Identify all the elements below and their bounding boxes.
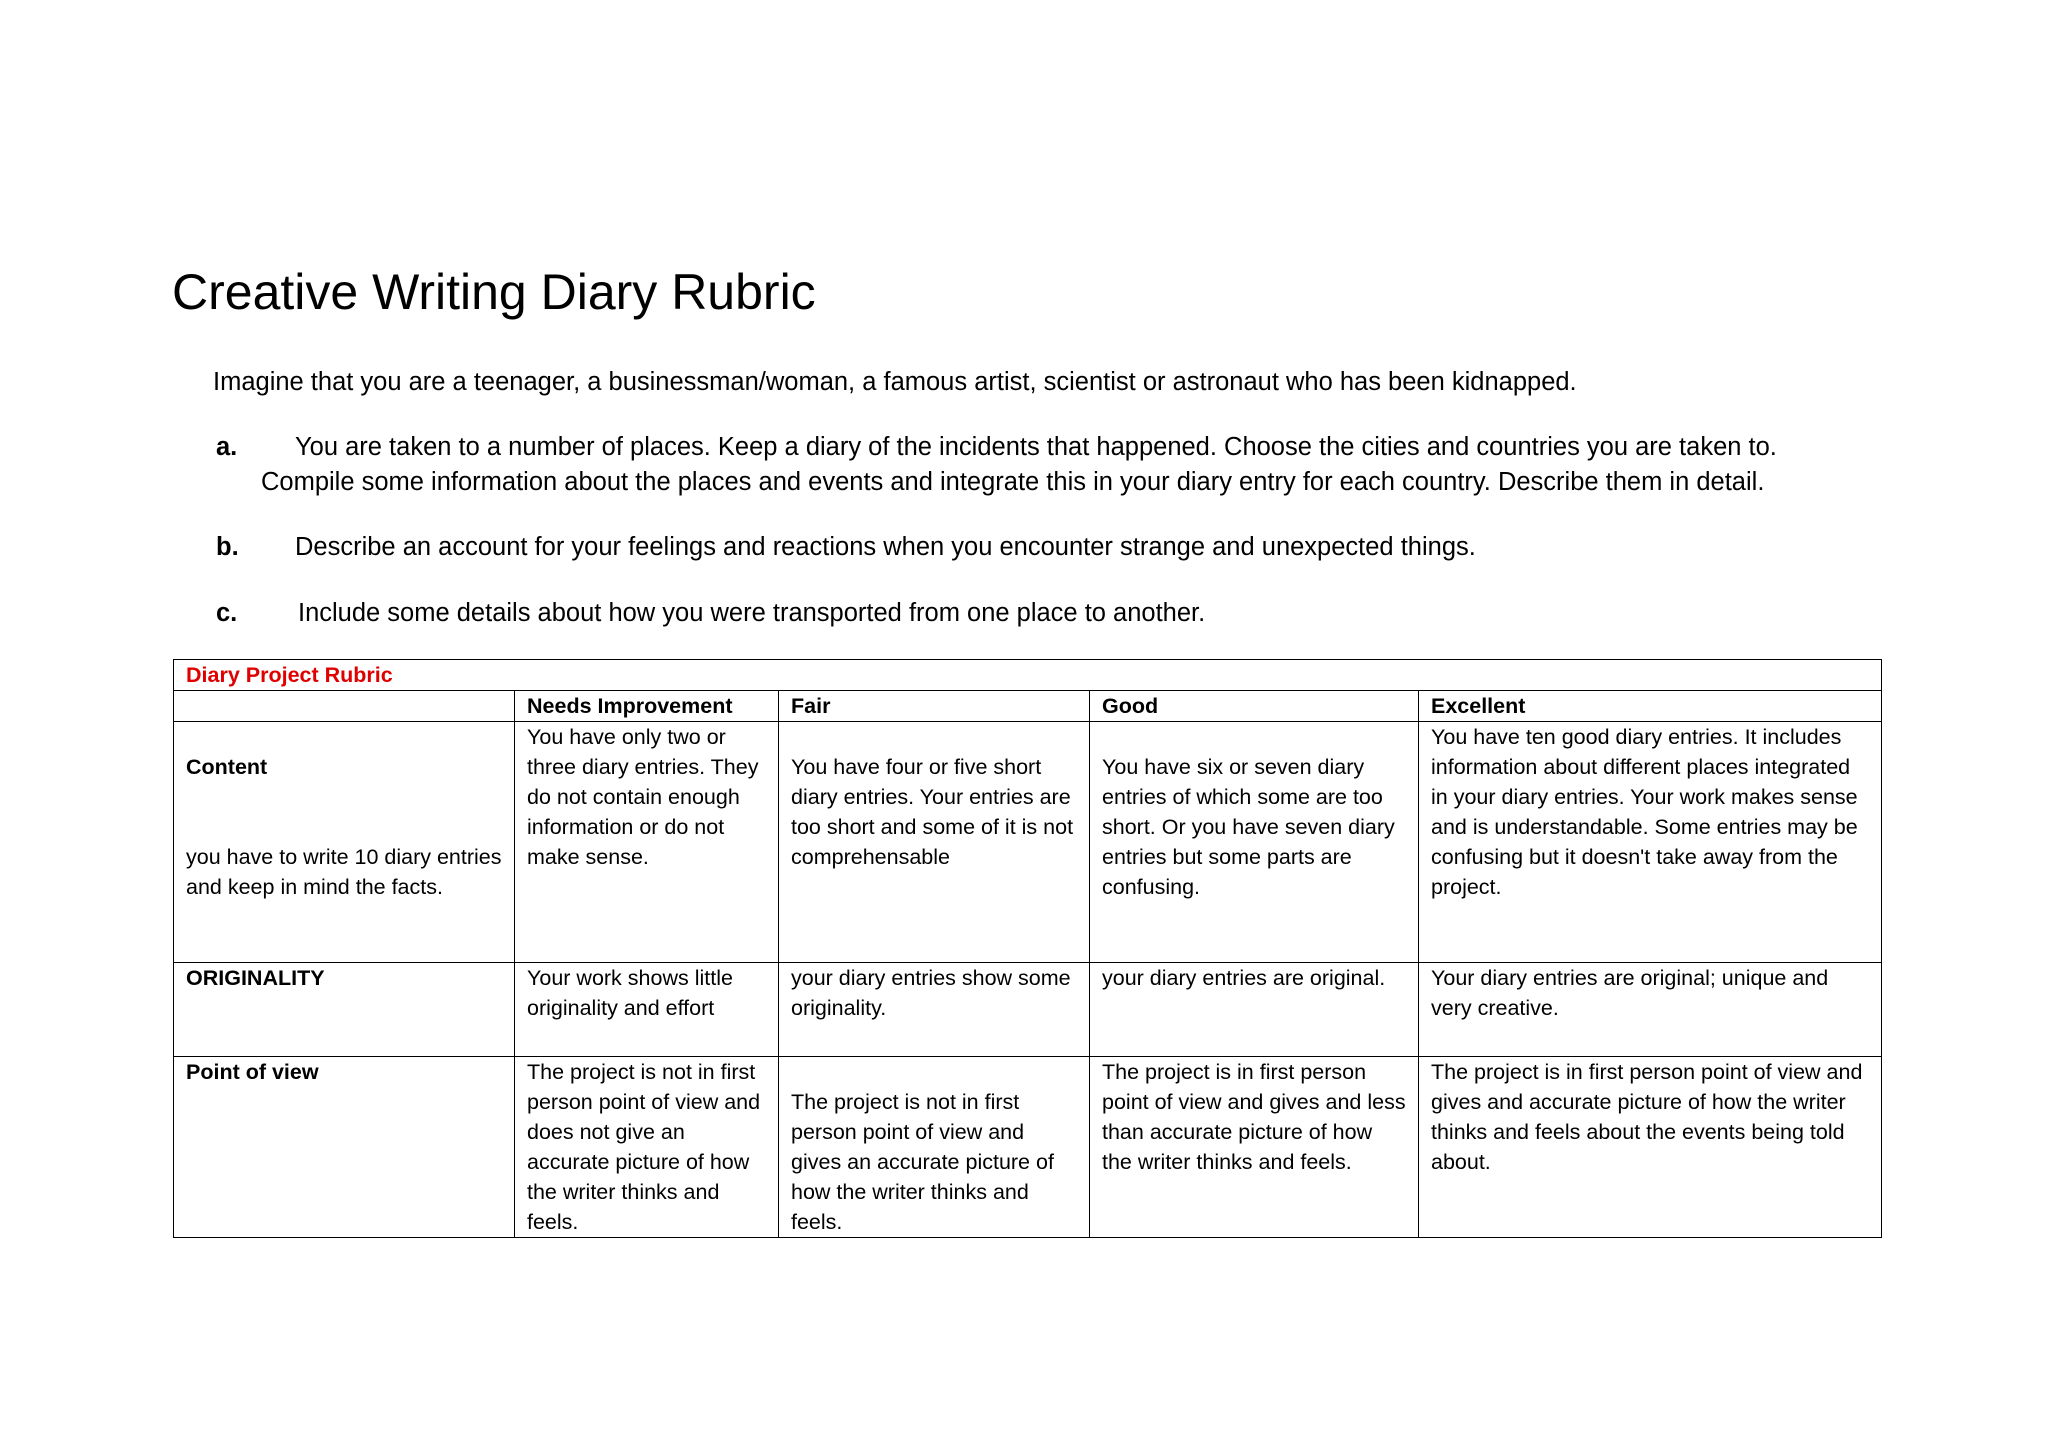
rubric-cell-fair: your diary entries show some originality. xyxy=(779,963,1090,1057)
task-text-a-line1: You are taken to a number of places. Keep a diary of the incidents that happened. Choose the cities and countries you are taken to. xyxy=(295,433,1777,461)
rubric-header-row xyxy=(174,691,1882,722)
criterion-name: ORIGINALITY xyxy=(186,966,325,990)
table-row xyxy=(174,722,1882,963)
task-text-b: Describe an account for your feelings and reactions when you encounter strange and unexpected things. xyxy=(295,533,1476,561)
header-cell-needs-improvement: Needs Improvement xyxy=(515,691,779,722)
rubric-cell-fair xyxy=(779,722,1090,963)
criterion-name: Content xyxy=(186,755,268,779)
rubric-cell-text: You have six or seven diary entries of which some are too short. Or you have seven diary entries but some parts are confusing. xyxy=(1102,755,1395,899)
criterion-cell-point-of-view xyxy=(174,1057,515,1238)
intro-paragraph: Imagine that you are a teenager, a businessman/woman, a famous artist, scientist or astronaut who has been kidnapped. xyxy=(213,368,1577,396)
rubric-cell-excellent: The project is in first person point of view and gives and accurate picture of how the writer thinks and feels about the events being told about. xyxy=(1419,1057,1882,1238)
table-row xyxy=(174,1057,1882,1238)
header-cell-criterion xyxy=(174,691,515,722)
criterion-name: Point of view xyxy=(186,1060,319,1084)
task-marker-c: c. xyxy=(216,599,238,627)
page-title: Creative Writing Diary Rubric xyxy=(172,264,816,320)
rubric-table xyxy=(173,659,1882,1238)
rubric-cell-good: The project is in first person point of view and gives and less than accurate picture of how the writer thinks and feels. xyxy=(1090,1057,1419,1238)
rubric-cell-text: The project is not in first person point of view and gives an accurate picture of how the writer thinks and feels. xyxy=(791,1090,1054,1234)
rubric-caption: Diary Project Rubric xyxy=(174,660,1882,691)
rubric-cell-text: You have four or five short diary entries. Your entries are too short and some of it is not comprehensable xyxy=(791,755,1074,869)
header-cell-good: Good xyxy=(1090,691,1419,722)
table-row xyxy=(174,963,1882,1057)
criterion-cell-originality xyxy=(174,963,515,1057)
criterion-note: you have to write 10 diary entries and keep in mind the facts. xyxy=(186,845,502,899)
task-text-c: Include some details about how you were transported from one place to another. xyxy=(298,599,1206,627)
rubric-cell-needs-improvement: Your work shows little originality and effort xyxy=(515,963,779,1057)
rubric-cell-good xyxy=(1090,722,1419,963)
criterion-cell-content xyxy=(174,722,515,963)
rubric-cell-fair xyxy=(779,1057,1090,1238)
rubric-cell-excellent: You have ten good diary entries. It includes information about different places integrated in your diary entries. Your work makes sense and is understandable. Some entries may be confusing but it doesn't take away from the project. xyxy=(1419,722,1882,963)
task-marker-b: b. xyxy=(216,533,239,561)
rubric-cell-good: your diary entries are original. xyxy=(1090,963,1419,1057)
rubric-cell-excellent: Your diary entries are original; unique and very creative. xyxy=(1419,963,1882,1057)
rubric-cell-needs-improvement: The project is not in first person point of view and does not give an accurate picture of how the writer thinks and feels. xyxy=(515,1057,779,1238)
header-cell-excellent: Excellent xyxy=(1419,691,1882,722)
task-marker-a: a. xyxy=(216,433,238,461)
header-cell-fair: Fair xyxy=(779,691,1090,722)
task-text-a-line2: Compile some information about the places and events and integrate this in your diary entry for each country. Describe them in detail. xyxy=(261,468,1765,496)
rubric-cell-needs-improvement: You have only two or three diary entries. They do not contain enough information or do not make sense. xyxy=(515,722,779,963)
rubric-caption-row xyxy=(174,660,1882,691)
